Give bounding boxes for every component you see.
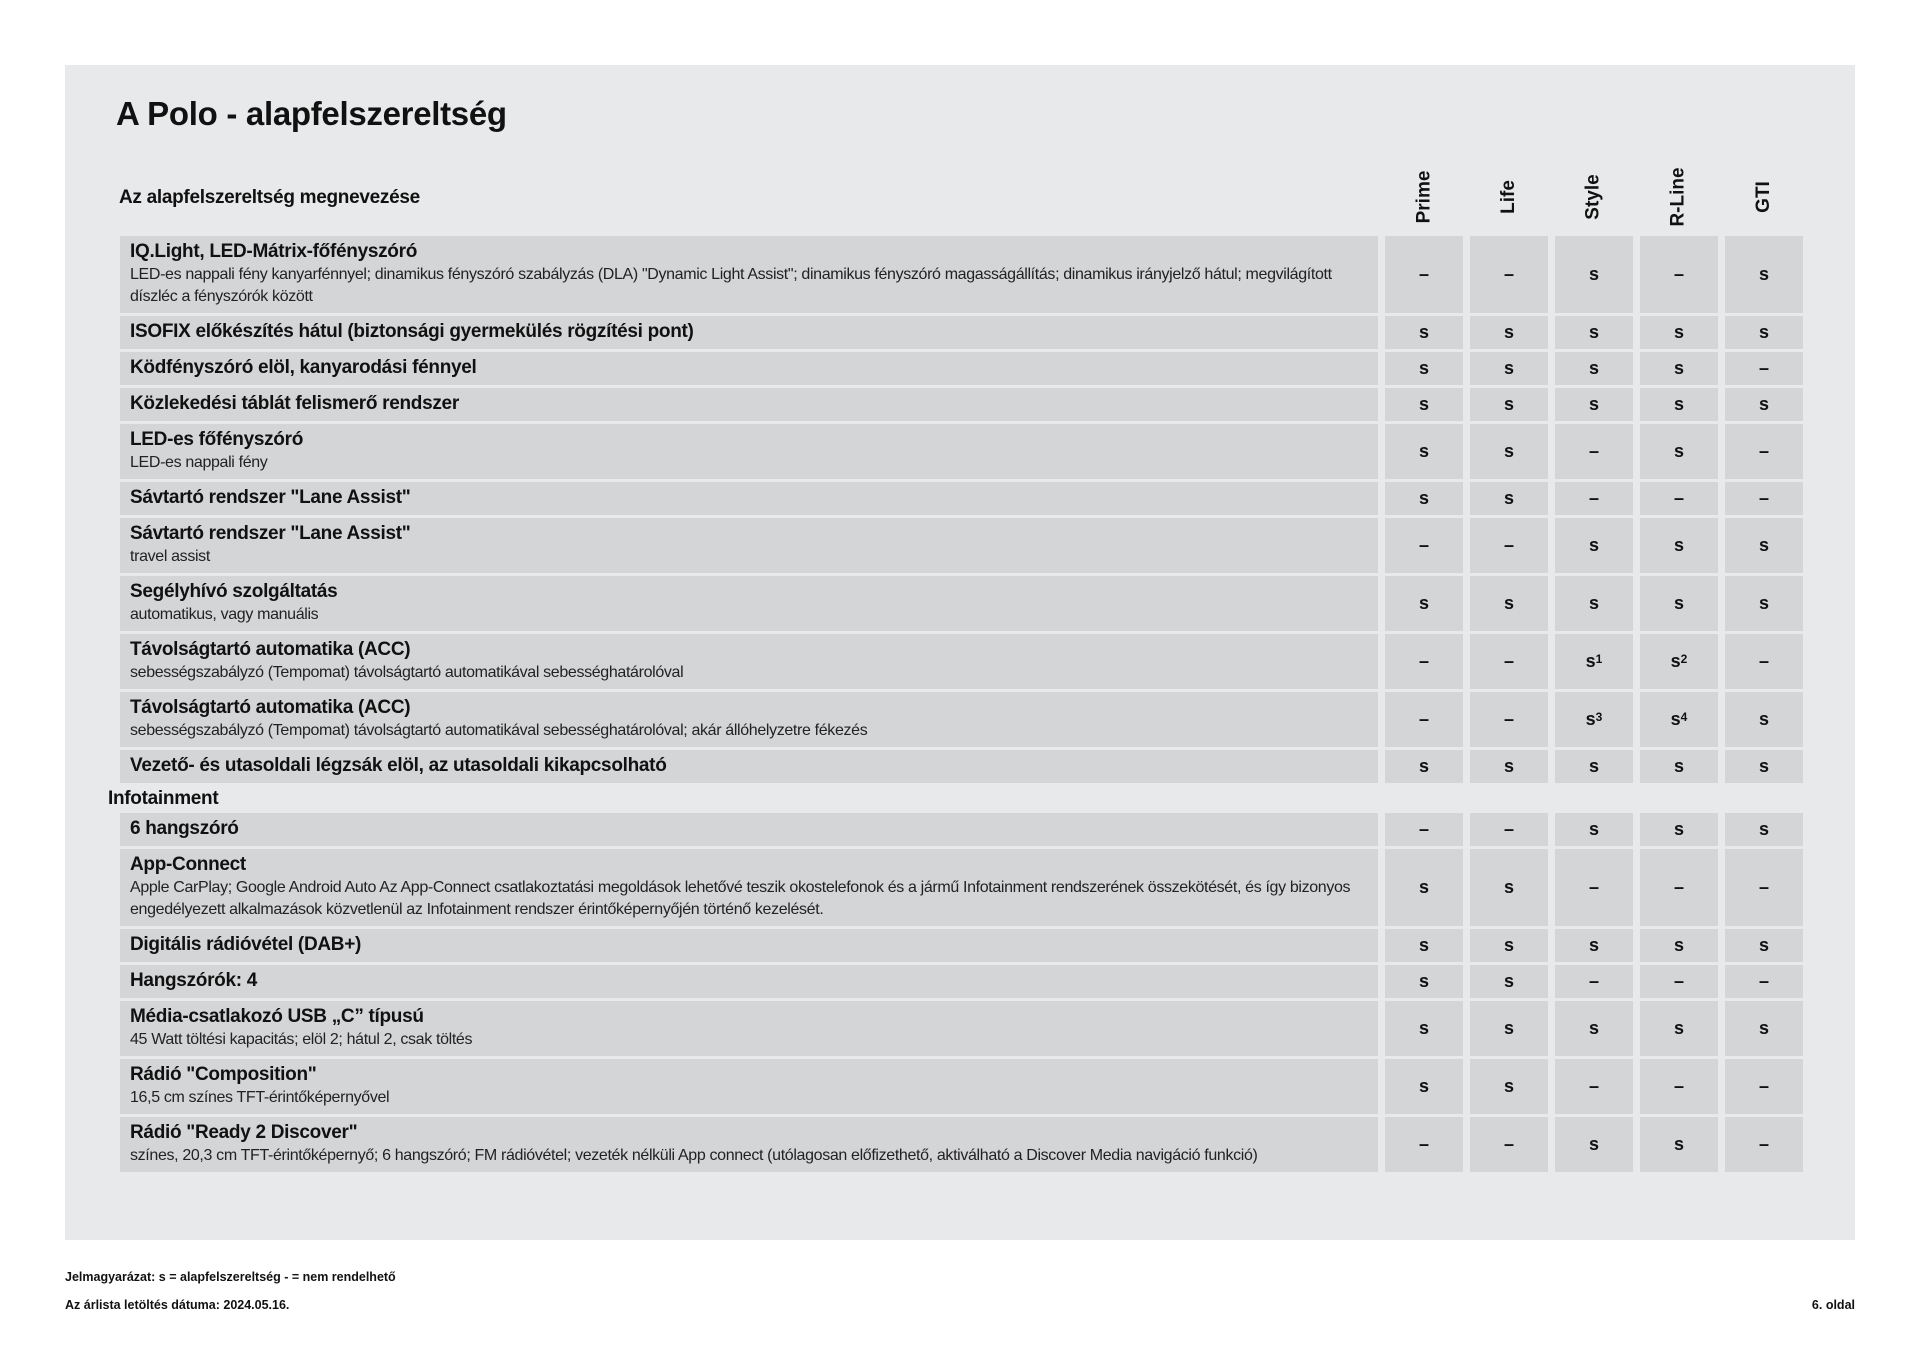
- feature-cell: [120, 352, 1378, 385]
- value-cell-life: s: [1470, 576, 1548, 631]
- table-row: [120, 750, 1804, 783]
- value-cell-life: s: [1470, 424, 1548, 479]
- value-cell-style: –: [1555, 1059, 1633, 1114]
- table-row: [120, 424, 1804, 479]
- value-cell-life: –: [1470, 236, 1548, 313]
- value-cell-r-line: s: [1640, 352, 1718, 385]
- feature-cell: [120, 750, 1378, 783]
- value-cell-life: s: [1470, 965, 1548, 998]
- feature-title: LED-es főfényszóró: [130, 429, 304, 450]
- value-cell-prime: s: [1385, 1001, 1463, 1056]
- feature-description: sebességszabályzó (Tempomat) távolságtartó automatikával sebességhatárolóval: [130, 664, 684, 681]
- feature-cell: [120, 482, 1378, 515]
- footnote-marker: 4: [1680, 709, 1688, 724]
- feature-cell: [120, 634, 1378, 689]
- value-cell-gti: s: [1725, 518, 1803, 573]
- column-header-style: [1555, 160, 1633, 230]
- table-row: [120, 1117, 1804, 1172]
- value-cell-prime: –: [1385, 1117, 1463, 1172]
- value-cell-style: –: [1555, 424, 1633, 479]
- value-cell-r-line: –: [1640, 1059, 1718, 1114]
- value-cell-style: s: [1555, 236, 1633, 313]
- feature-cell: [120, 1001, 1378, 1056]
- value-cell-r-line: –: [1640, 965, 1718, 998]
- footnote-marker: 2: [1680, 651, 1688, 666]
- value-cell-life: s: [1470, 482, 1548, 515]
- value-cell-gti: s: [1725, 750, 1803, 783]
- value-cell-style: –: [1555, 849, 1633, 926]
- table-row: [120, 813, 1804, 846]
- value-cell-prime: –: [1385, 518, 1463, 573]
- value-cell-style: s: [1555, 388, 1633, 421]
- feature-title: Távolságtartó automatika (ACC): [130, 697, 411, 718]
- feature-title: Sávtartó rendszer "Lane Assist": [130, 523, 411, 544]
- value-cell-prime: s: [1385, 929, 1463, 962]
- value-cell-prime: –: [1385, 236, 1463, 313]
- value-cell-r-line: s: [1640, 1001, 1718, 1056]
- column-header-gti: [1725, 160, 1803, 230]
- table-row: [120, 634, 1804, 689]
- feature-title: Távolságtartó automatika (ACC): [130, 639, 411, 660]
- value-cell-style: s: [1555, 813, 1633, 846]
- value-cell-gti: s: [1725, 316, 1803, 349]
- value-cell-prime: –: [1385, 634, 1463, 689]
- value-cell-life: s: [1470, 750, 1548, 783]
- value-cell-prime: s: [1385, 316, 1463, 349]
- table-row: [120, 316, 1804, 349]
- value-cell-style: s: [1555, 352, 1633, 385]
- feature-description: LED-es nappali fény kanyarfénnyel; dinamikus fényszóró szabályzás (DLA) "Dynamic Light Assist"; dinamikus fényszóró magasságállítás; dinamikus irányjelző hátul; megvilágított díszléc a fényszórók között: [130, 266, 1332, 305]
- value-cell-style: s: [1555, 316, 1633, 349]
- feature-description: 45 Watt töltési kapacitás; elöl 2; hátul 2, csak töltés: [130, 1031, 473, 1048]
- feature-description: travel assist: [130, 548, 210, 565]
- value-cell-style: s $^1$: [1555, 634, 1633, 689]
- feature-title: App-Connect: [130, 854, 246, 875]
- value-cell-gti: –: [1725, 1117, 1803, 1172]
- value-cell-life: –: [1470, 634, 1548, 689]
- feature-title: ISOFIX előkészítés hátul (biztonsági gyermekülés rögzítési pont): [130, 321, 694, 342]
- value-cell-gti: s: [1725, 929, 1803, 962]
- value-cell-prime: s: [1385, 388, 1463, 421]
- value-cell-life: –: [1470, 813, 1548, 846]
- value-cell-life: s: [1470, 1059, 1548, 1114]
- feature-title: Rádió "Composition": [130, 1064, 317, 1085]
- value-cell-r-line: s: [1640, 576, 1718, 631]
- equipment-panel: [65, 65, 1855, 1240]
- value-cell-style: s: [1555, 518, 1633, 573]
- feature-cell: [120, 849, 1378, 926]
- column-header-life: [1470, 160, 1548, 230]
- feature-title: 6 hangszóró: [130, 818, 239, 839]
- value-cell-life: s: [1470, 1001, 1548, 1056]
- value-cell-style: s $^3$: [1555, 692, 1633, 747]
- column-header-prime: [1385, 160, 1463, 230]
- value-cell-r-line: s $^4$: [1640, 692, 1718, 747]
- value-cell-gti: –: [1725, 482, 1803, 515]
- feature-cell: [120, 813, 1378, 846]
- value-cell-life: s: [1470, 316, 1548, 349]
- column-header-label: Life: [1498, 180, 1519, 214]
- value-cell-life: s: [1470, 388, 1548, 421]
- value-cell-gti: –: [1725, 424, 1803, 479]
- feature-description: Apple CarPlay; Google Android Auto Az App-Connect csatlakoztatási megoldások lehetővé teszik okostelefonok és a jármű Infotainment rendszerének összekötését, és így bizonyos engedélyezett alkalmazások közvetlenül az Infotainment rendszer érintőképernyőjén történő kezelését.: [130, 879, 1351, 918]
- feature-description: 16,5 cm színes TFT-érintőképernyővel: [130, 1089, 390, 1106]
- value-cell-r-line: s: [1640, 813, 1718, 846]
- feature-cell: [120, 518, 1378, 573]
- value-cell-gti: –: [1725, 965, 1803, 998]
- value-cell-style: s: [1555, 1117, 1633, 1172]
- feature-title: Digitális rádióvétel (DAB+): [130, 934, 362, 955]
- table-row: [120, 518, 1804, 573]
- feature-title: Segélyhívó szolgáltatás: [130, 581, 338, 602]
- value-cell-prime: –: [1385, 692, 1463, 747]
- footnote-marker: 3: [1595, 709, 1603, 724]
- table-row: [120, 1059, 1804, 1114]
- feature-title: Hangszórók: 4: [130, 970, 258, 991]
- value-cell-gti: –: [1725, 849, 1803, 926]
- table-row: [120, 1001, 1804, 1056]
- value-cell-prime: s: [1385, 965, 1463, 998]
- value-cell-gti: s: [1725, 692, 1803, 747]
- feature-title: Média-csatlakozó USB „C” típusú: [130, 1006, 424, 1027]
- value-cell-style: s: [1555, 576, 1633, 631]
- value-cell-r-line: –: [1640, 482, 1718, 515]
- value-cell-prime: s: [1385, 576, 1463, 631]
- feature-title: Ködfényszóró elöl, kanyarodási fénnyel: [130, 357, 477, 378]
- value-cell-prime: s: [1385, 482, 1463, 515]
- value-cell-r-line: s: [1640, 750, 1718, 783]
- value-cell-prime: –: [1385, 813, 1463, 846]
- feature-cell: [120, 576, 1378, 631]
- feature-title: IQ.Light, LED-Mátrix-főfényszóró: [130, 241, 418, 262]
- feature-cell: [120, 1059, 1378, 1114]
- feature-description: automatikus, vagy manuális: [130, 606, 319, 623]
- feature-cell: [120, 929, 1378, 962]
- value-cell-life: s: [1470, 849, 1548, 926]
- value-cell-r-line: s: [1640, 1117, 1718, 1172]
- value-cell-prime: s: [1385, 424, 1463, 479]
- column-header-label: Style: [1582, 174, 1604, 220]
- column-header-r-line: [1640, 160, 1718, 230]
- value-cell-life: s: [1470, 352, 1548, 385]
- value-cell-style: s: [1555, 929, 1633, 962]
- feature-title: Közlekedési táblát felismerő rendszer: [130, 393, 459, 414]
- value-cell-gti: –: [1725, 352, 1803, 385]
- value-cell-r-line: –: [1640, 236, 1718, 313]
- value-cell-prime: s: [1385, 352, 1463, 385]
- feature-cell: [120, 692, 1378, 747]
- value-cell-gti: –: [1725, 1059, 1803, 1114]
- feature-cell: [120, 316, 1378, 349]
- feature-title: Sávtartó rendszer "Lane Assist": [130, 487, 411, 508]
- value-cell-gti: s: [1725, 813, 1803, 846]
- value-cell-gti: s: [1725, 576, 1803, 631]
- value-cell-style: s: [1555, 750, 1633, 783]
- value-cell-r-line: s: [1640, 929, 1718, 962]
- value-cell-prime: s: [1385, 1059, 1463, 1114]
- table-row: [120, 576, 1804, 631]
- column-header-label: R-Line: [1667, 167, 1689, 227]
- table-row: [120, 965, 1804, 998]
- value-cell-r-line: s $^2$: [1640, 634, 1718, 689]
- value-cell-gti: –: [1725, 634, 1803, 689]
- feature-description: színes, 20,3 cm TFT-érintőképernyő; 6 hangszóró; FM rádióvétel; vezeték nélküli App connect (utólagosan előfizethető, aktiválható a Discover Media navigáció funkció): [130, 1147, 1258, 1164]
- table-row: [120, 388, 1804, 421]
- footnote-marker: 1: [1595, 651, 1603, 666]
- page-number: 6. oldal: [1811, 1298, 1855, 1312]
- feature-cell: [120, 965, 1378, 998]
- feature-title: Rádió "Ready 2 Discover": [130, 1122, 358, 1143]
- value-cell-gti: s: [1725, 388, 1803, 421]
- value-cell-r-line: s: [1640, 518, 1718, 573]
- feature-title: Vezető- és utasoldali légzsák elöl, az utasoldali kikapcsolható: [130, 755, 667, 776]
- table-row: [120, 692, 1804, 747]
- column-header-label: Prime: [1413, 170, 1434, 224]
- value-cell-prime: s: [1385, 849, 1463, 926]
- feature-cell: [120, 236, 1378, 313]
- feature-cell: [120, 388, 1378, 421]
- value-cell-style: s: [1555, 1001, 1633, 1056]
- table-row: [120, 482, 1804, 515]
- table-row: [120, 352, 1804, 385]
- feature-cell: [120, 1117, 1378, 1172]
- download-date: Az árlista letöltés dátuma: 2024.05.16.: [65, 1298, 290, 1312]
- value-cell-r-line: s: [1640, 388, 1718, 421]
- equipment-table: [108, 236, 1804, 1175]
- table-row: [120, 236, 1804, 313]
- value-cell-life: s: [1470, 929, 1548, 962]
- legend: Jelmagyarázat: s = alapfelszereltség - = nem rendelhető: [65, 1270, 396, 1284]
- feature-cell: [120, 424, 1378, 479]
- value-cell-r-line: –: [1640, 849, 1718, 926]
- feature-description: LED-es nappali fény: [130, 454, 268, 471]
- value-cell-life: –: [1470, 692, 1548, 747]
- value-cell-r-line: s: [1640, 424, 1718, 479]
- value-cell-style: –: [1555, 965, 1633, 998]
- value-cell-gti: s: [1725, 236, 1803, 313]
- feature-description: sebességszabályzó (Tempomat) távolságtartó automatikával sebességhatárolóval; akár állóhelyzetre fékezés: [130, 722, 868, 739]
- value-cell-life: –: [1470, 518, 1548, 573]
- column-header-label: GTI: [1752, 181, 1774, 213]
- table-row: [120, 929, 1804, 962]
- value-cell-gti: s: [1725, 1001, 1803, 1056]
- table-row: [120, 849, 1804, 926]
- section-heading: Infotainment: [108, 788, 219, 809]
- value-cell-life: –: [1470, 1117, 1548, 1172]
- feature-column-header: Az alapfelszereltség megnevezése: [119, 187, 420, 208]
- value-cell-prime: s: [1385, 750, 1463, 783]
- page-title: A Polo - alapfelszereltség: [116, 95, 507, 132]
- value-cell-style: –: [1555, 482, 1633, 515]
- value-cell-r-line: s: [1640, 316, 1718, 349]
